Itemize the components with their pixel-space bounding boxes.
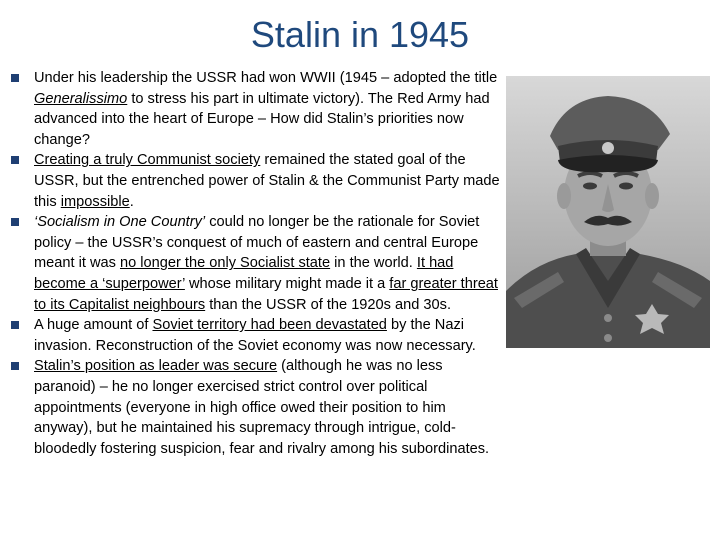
bullet-item xyxy=(10,356,500,459)
bullet-square-icon xyxy=(11,74,19,82)
bullet-text-segment: A huge amount of xyxy=(34,317,153,334)
bullet-text-segment: Generalissimo xyxy=(34,90,128,107)
bullet-text-segment: . xyxy=(129,193,134,210)
bullet-text-segment: ‘Socialism in One Country’ xyxy=(34,214,206,231)
bullet-text-segment: to stress his part in ultimate victory). The Red Army had advanced into the heart of Europe – How did Stalin’s priorities now change? xyxy=(34,90,490,148)
bullet-text-segment: in the world. xyxy=(330,255,417,272)
bullet-item xyxy=(10,315,500,356)
bullet-item xyxy=(10,212,500,315)
bullet-square-icon xyxy=(11,156,19,164)
bullet-text-segment: impossible xyxy=(60,193,130,210)
bullet-text-segment: (although he was no less paranoid) – he no longer exercised strict control over political appointments (everyone in high office owed their position to him anyway), but he maintained his supremacy through intrigue, cold-bloodedly fostering suspicion, fear and rivalry among his subordinates. xyxy=(34,358,490,457)
bullet-item xyxy=(10,68,500,150)
bullet-square-icon xyxy=(11,362,19,370)
portrait-illustration xyxy=(506,76,710,348)
bullet-text-segment: far greater threat to its Capitalist neighbours xyxy=(34,275,498,313)
bullet-text-segment: whose military might made it a xyxy=(184,275,390,292)
bullet-text-segment: remained the stated goal of the USSR, but the entrenched power of Stalin & the Communist Party made this xyxy=(34,152,500,210)
bullet-text-segment: It had become a ‘superpower’ xyxy=(34,255,454,292)
bullet-text-segment: no longer the only Socialist state xyxy=(119,255,331,272)
bullet-text-segment: Creating a truly Communist society xyxy=(34,152,261,169)
bullet-text-segment: than the USSR of the 1920s and 30s. xyxy=(205,296,451,313)
slide-title: Stalin in 1945 xyxy=(250,14,470,55)
bullet-text-segment: could no longer be the rationale for Soviet policy – the USSR’s conquest of much of eastern and central Europe meant it was xyxy=(34,214,480,272)
bullet-square-icon xyxy=(11,321,19,329)
portrait-photo xyxy=(506,76,710,348)
bullet-item xyxy=(10,150,500,212)
bullet-list xyxy=(10,68,500,459)
bullet-text-segment: Under his leadership the USSR had won WWII (1945 – adopted the title xyxy=(34,70,498,86)
bullet-square-icon xyxy=(11,218,19,226)
bullet-text-segment: Soviet territory had been devastated xyxy=(152,317,387,334)
bullet-text-segment: Stalin’s position as leader was secure xyxy=(34,358,278,375)
bullet-text-segment: by the Nazi invasion. Reconstruction of the Soviet economy was now necessary. xyxy=(34,317,476,354)
